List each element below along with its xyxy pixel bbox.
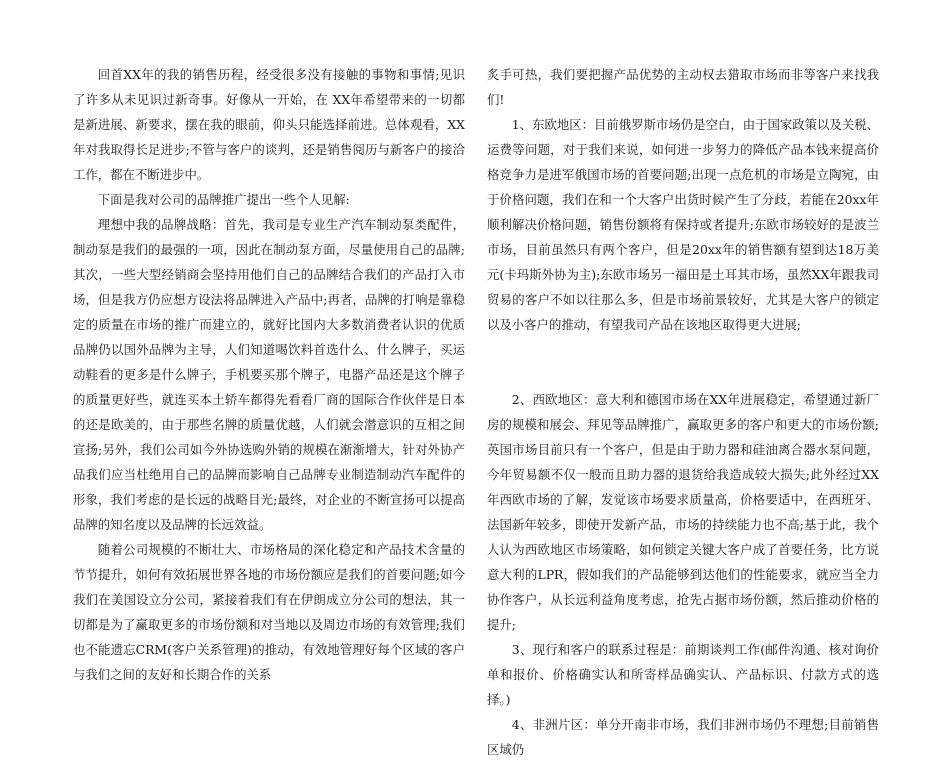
paragraph-client-contact: 3、现行和客户的联系过程是：前期谈判工作(邮件沟通、核对询价单和报价、价格确实认和所寄样品确实认、产品标识、付款方式的选择。) <box>487 642 879 707</box>
paragraph-continuation: 炙手可热，我们要把握产品优势的主动权去猎取市场而非等客户来找我们! <box>487 67 879 107</box>
paragraph-east-europe: 1、东欧地区：目前俄罗斯市场仍是空白，由于国家政策以及关税、运费等问题，对于我们来说，如何进一步努力的降低产品本钱来提高价格竞争力是进军俄国市场的首要问题;出现一点危机的市场是立陶宛，由于价格问题，我们在和一个大客户出货时候产生了分歧，若能在20xx年顺利解决价格问题，销售份额将有保持或者提升;东欧市场较好的是波兰市场，目前虽然只有两个客户，但是20xx年的销售额有望到达18万美元(卡玛斯外协为主);东欧市场另一福田是土耳其市场，虽然XX年跟我司贸易的客户不如以往那么多，但是市场前景较好，尤其是大客户的锁定以及小客户的推动，有望我司产品在该地区取得更大进展; <box>487 117 880 332</box>
paragraph-brand-strategy: 理想中我的品牌战略：首先，我司是专业生产汽车制动泵类配件，制动泵是我们的最强的一项，因此在制动泵方面，尽量使用自己的品牌;其次，一些大型经销商会坚持用他们自己的品牌结合我们的产品打入市场，但是我方仍应想方设法将品牌进入产品中;再者，品牌的打响是靠稳定的质量在市场的推广而建立的，就好比国内大多数消费者认识的优质品牌仍以国外品牌为主导，人们知道喝饮料首选什么、什么牌子，买运动鞋看的更多是什么牌子，手机要买那个牌子，电器产品还是这个牌子的质量更好些，就连买本土轿车都得先看看厂商的国际合作伙伴是日本的还是欧美的，由于那些名牌的质量优越，人们就会潜意识的互相之间宣扬;另外，我们公司如今外协选购外销的规模在渐渐增大，针对外协产品我们应当杜绝用自己的品牌而影响自己品牌专业制造制动汽车配件的形象，我们考虑的是长远的战略目光;最终，对企业的不断宣扬可以提高品牌的知名度以及品牌的长远效益。 <box>73 217 465 532</box>
left-column <box>73 62 465 687</box>
paragraph-market-expansion: 随着公司规模的不断壮大、市场格局的深化稳定和产品技术含量的节节提升，如何有效拓展世界各地的市场份额应是我们的首要问题;如今我们在美国设立分公司，紧接着我们有在伊朗成立分公司的想法，其一切都是为了赢取更多的市场份额和对当地以及周边市场的有效管理;我们也不能遗忘CRM(客户关系管理)的推动，有效地管理好每个区域的客户与我们之间的友好和长期合作的关系 <box>73 542 465 682</box>
paragraph-review: 回首XX年的我的销售历程，经受很多没有接触的事物和事情;见识了许多从未见识过新奇事。好像从一开始，在 XX年希望带来的一切都是新进展、新要求，摆在我的眼前，仰头只能选择前进。总体观看，XX年对我取得长足进步;不管与客户的谈判，还是销售阅历与新客户的接洽工作，都在不断进步中。 <box>73 67 465 182</box>
paragraph-africa: 4、非洲片区：单分开南非市场，我们非洲市场仍不理想;目前销售区域仍 <box>487 717 879 757</box>
paragraph-west-europe: 2、西欧地区：意大利和德国市场在XX年进展稳定，希望通过新厂房的规模和展会、拜见等品牌推广，赢取更多的客户和更大的市场份额;英国市场目前只有一个客户，但是由于助力器和硅油离合器水泵问题，今年贸易额不仅一般而且助力器的退货给我造成较大损失;此外经过XX年西欧市场的了解，发觉该市场要求质量高，价格要适中，在西班牙、法国新年较多，即使开发新产品，市场的持续能力也不高;基于此，我个人认为西欧地区市场策略，如何锁定关键大客户成了首要任务，比方说意大利的LPR，假如我们的产品能够到达他们的性能要求，就应当全力协作客户，从长远利益角度考虑，抢先占据市场份额，然后推动价格的提升; <box>487 392 879 632</box>
paragraph-brand-intro: 下面是我对公司的品牌推广提出一些个人见解: <box>97 192 350 207</box>
blank-gap <box>487 337 879 387</box>
right-column <box>487 62 879 762</box>
